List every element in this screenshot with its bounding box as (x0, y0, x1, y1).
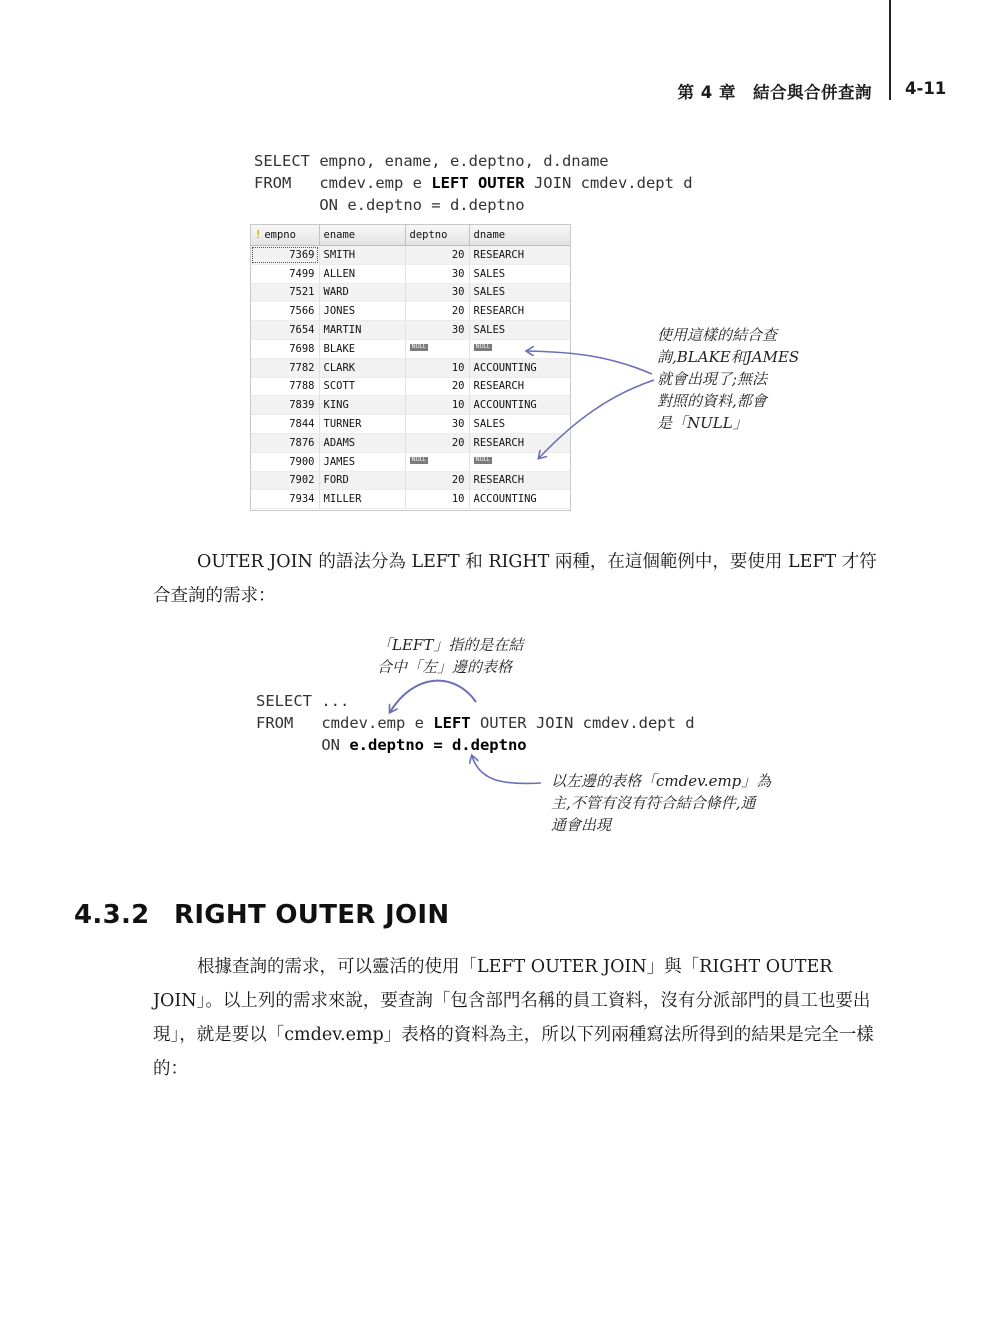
sql-condition-bold: e.deptno = d.deptno (349, 736, 527, 754)
cell-deptno[interactable]: 30 (405, 283, 469, 302)
sql-text: ON e.deptno = d.deptno (319, 196, 525, 214)
cell-ename[interactable]: MARTIN (319, 321, 405, 340)
cell-dname[interactable]: ACCOUNTING (469, 358, 570, 377)
sql-keyword: SELECT (254, 152, 320, 170)
cell-empno[interactable]: 7934 (251, 490, 319, 509)
column-header-empno[interactable]: ! empno (251, 225, 319, 246)
cell-deptno[interactable]: 10 (405, 358, 469, 377)
cell-empno[interactable]: 7876 (251, 433, 319, 452)
note-line: 詢,BLAKE和JAMES (657, 348, 800, 366)
section-number: 4.3.2 (74, 900, 150, 930)
sql-text: ... (321, 692, 350, 710)
cell-deptno[interactable]: 10 (405, 490, 469, 509)
cell-dname[interactable]: RESEARCH (469, 471, 570, 490)
cell-dname[interactable]: SALES (469, 283, 570, 302)
column-header-dname[interactable]: dname (469, 225, 570, 246)
arrow-to-left-table (390, 681, 476, 712)
arrow-to-james-null (539, 380, 654, 458)
note-line: 就會出現了;無法 (657, 370, 768, 388)
page-number: 4-11 (905, 79, 947, 98)
sql-text: OUTER JOIN cmdev.dept d (470, 714, 695, 732)
sql-keyword-bold: LEFT (433, 714, 471, 732)
cell-dname[interactable]: RESEARCH (469, 377, 570, 396)
cell-deptno[interactable]: 20 (405, 377, 469, 396)
cell-ename[interactable]: MILLER (319, 490, 405, 509)
cell-empno[interactable]: 7788 (251, 377, 319, 396)
cell-ename[interactable]: TURNER (319, 415, 405, 434)
cell-ename[interactable]: ALLEN (319, 264, 405, 283)
note-line: 通會出現 (551, 816, 612, 834)
cell-empno[interactable]: 7654 (251, 321, 319, 340)
cell-dname[interactable]: SALES (469, 415, 570, 434)
cell-empno[interactable]: 7521 (251, 283, 319, 302)
sql-keyword: ON (321, 736, 350, 754)
sql-keyword: SELECT (256, 692, 322, 710)
sql-text: JOIN cmdev.dept d (524, 174, 693, 192)
cell-dname[interactable]: SALES (469, 264, 570, 283)
cell-deptno[interactable]: 10 (405, 396, 469, 415)
chapter-title: 第 4 章 結合與合併查詢 (677, 83, 872, 102)
note-line: 「LEFT」指的是在結 (377, 636, 524, 654)
paragraph-outer-join-types: OUTER JOIN 的語法分為 LEFT 和 RIGHT 兩種，在這個範例中，要使用 LEFT 才符合查詢的需求： (153, 552, 877, 606)
primary-key-icon: ! (255, 229, 262, 241)
cell-ename[interactable]: JAMES (319, 452, 405, 471)
sql-text: cmdev.emp e (321, 714, 434, 732)
cell-dname[interactable]: SALES (469, 321, 570, 340)
cell-ename[interactable]: ADAMS (319, 433, 405, 452)
arrow-to-blake-null (527, 351, 652, 374)
cell-deptno[interactable]: 30 (405, 264, 469, 283)
cell-empno[interactable]: 7902 (251, 471, 319, 490)
cell-dname[interactable]: RESEARCH (469, 433, 570, 452)
cell-dname[interactable]: RESEARCH (469, 302, 570, 321)
cell-empno[interactable]: 7782 (251, 358, 319, 377)
column-header-deptno[interactable]: deptno (405, 225, 469, 246)
cell-ename[interactable]: SMITH (319, 246, 405, 265)
cell-empno[interactable]: 7844 (251, 415, 319, 434)
section-title: RIGHT OUTER JOIN (174, 900, 450, 930)
cell-deptno[interactable]: 20 (405, 433, 469, 452)
column-header-ename[interactable]: ename (319, 225, 405, 246)
cell-ename[interactable]: WARD (319, 283, 405, 302)
sql-keyword-bold: LEFT OUTER (431, 174, 525, 192)
arrow-to-join-condition (472, 756, 541, 784)
cell-dname[interactable]: ACCOUNTING (469, 396, 570, 415)
null-badge: NULL (411, 343, 426, 350)
cell-ename[interactable]: FORD (319, 471, 405, 490)
cell-deptno[interactable]: 20 (405, 302, 469, 321)
cell-deptno[interactable]: 30 (405, 415, 469, 434)
cell-empno[interactable]: 7566 (251, 302, 319, 321)
note-line: 主,不管有沒有符合結合條件,通 (551, 794, 756, 812)
null-badge: NULL (411, 456, 426, 463)
cell-empno[interactable]: 7499 (251, 264, 319, 283)
cell-deptno[interactable]: 20 (405, 471, 469, 490)
sql-keyword: FROM (254, 174, 320, 192)
sql-keyword: FROM (256, 714, 322, 732)
note-line: 合中「左」邊的表格 (377, 658, 513, 676)
cell-ename[interactable]: BLAKE (319, 339, 405, 358)
cell-deptno[interactable]: 30 (405, 321, 469, 340)
null-badge: NULL (475, 343, 490, 350)
cell-dname[interactable]: ACCOUNTING (469, 490, 570, 509)
cell-ename[interactable]: JONES (319, 302, 405, 321)
paragraph-right-outer-join: 根據查詢的需求，可以靈活的使用「LEFT OUTER JOIN」與「RIGHT OUTER JOIN」。以上列的需求來說，要查詢「包含部門名稱的員工資料，沒有分派部門的員工也要出現」，就是要以「cmdev.emp」表格的資料為主，所以下列兩種寫法所得到的結果是完全一樣的： (153, 957, 874, 1079)
cell-empno[interactable]: 7698 (251, 339, 319, 358)
null-badge: NULL (475, 456, 490, 463)
note-line: 使用這樣的結合查 (657, 326, 778, 344)
cell-empno[interactable]: 7839 (251, 396, 319, 415)
cell-ename[interactable]: SCOTT (319, 377, 405, 396)
sql-text: cmdev.emp e (319, 174, 432, 192)
note-line: 是「NULL」 (657, 414, 748, 432)
note-line: 以左邊的表格「cmdev.emp」為 (551, 772, 772, 790)
cell-ename[interactable]: CLARK (319, 358, 405, 377)
cell-deptno[interactable]: 20 (405, 246, 469, 265)
note-line: 對照的資料,都會 (657, 392, 767, 410)
cell-empno[interactable]: 7369 (251, 246, 319, 265)
cell-empno[interactable]: 7900 (251, 452, 319, 471)
sql-text: empno, ename, e.deptno, d.dname (319, 152, 609, 170)
cell-ename[interactable]: KING (319, 396, 405, 415)
cell-dname[interactable]: RESEARCH (469, 246, 570, 265)
